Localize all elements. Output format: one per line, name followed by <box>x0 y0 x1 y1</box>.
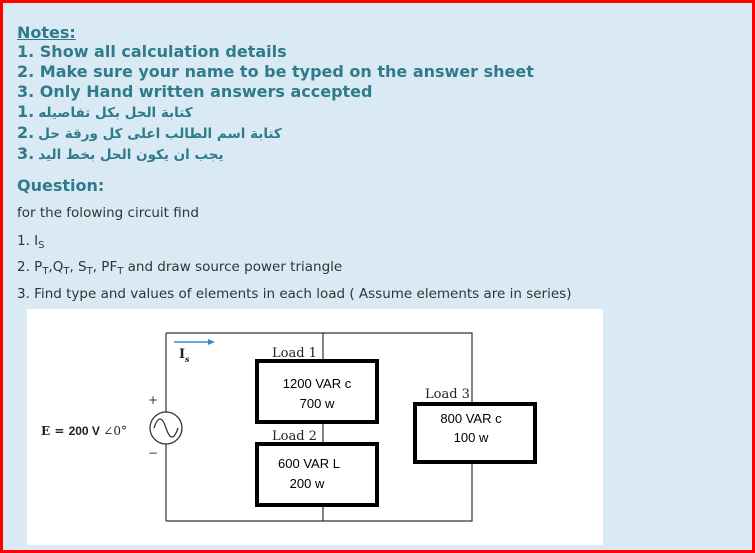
question-item-3: 3. Find type and values of elements in each load ( Assume elements are in series) <box>17 286 572 302</box>
source-angle: ∠0° <box>103 424 127 438</box>
load-3-line-2: 100 w <box>453 430 489 445</box>
load-2-line-1: 600 VAR L <box>278 456 340 471</box>
arabic-note-number: 1. <box>17 102 35 121</box>
current-subscript: s <box>185 354 190 364</box>
load-3-label: Load 3 <box>425 387 470 402</box>
arabic-note-text: كتابة الحل بكل تفاصيله <box>38 105 193 121</box>
load-1-box <box>257 361 377 422</box>
question-title: Question: <box>17 176 105 195</box>
item-2-pf: , PF <box>92 259 118 275</box>
content-area <box>17 23 744 196</box>
load-1-line-2: 700 w <box>299 396 335 411</box>
question-intro: for the folowing circuit find <box>17 205 199 221</box>
item-2-sub: T <box>117 266 124 277</box>
current-arrow <box>174 339 215 345</box>
arabic-note-text: يجب ان يكون الحل بخط اليد <box>38 147 224 163</box>
source-minus-sign: − <box>148 446 159 460</box>
item-2-sub: T <box>86 266 93 277</box>
note-1: 1. Show all calculation details <box>17 42 287 61</box>
source-value: 200 V <box>68 424 104 438</box>
circuit-diagram <box>27 309 603 545</box>
question-item-2 <box>17 259 342 275</box>
item-2-q: ,Q <box>48 259 64 275</box>
item-1-subscript: S <box>38 240 45 251</box>
load-3-line-1: 800 VAR c <box>440 411 502 426</box>
item-1-text: 1. I <box>17 233 39 249</box>
note-2: 2. Make sure your name to be typed on the answer sheet <box>17 62 534 81</box>
source-plus-sign: + <box>148 393 159 407</box>
load-1-line-1: 1200 VAR c <box>282 376 352 391</box>
arabic-note-3 <box>17 144 744 165</box>
circuit-panel <box>27 309 603 545</box>
item-2-sub: T <box>42 266 49 277</box>
item-2-rest: and draw source power triangle <box>123 259 343 275</box>
arabic-note-1 <box>17 102 744 123</box>
question-item-1 <box>17 233 45 249</box>
item-2-p: 2. P <box>17 259 43 275</box>
arabic-note-number: 2. <box>17 123 35 142</box>
source-label <box>41 424 127 438</box>
arabic-note-text: كتابة اسم الطالب اعلى كل ورقة حل <box>38 126 282 142</box>
current-label: I <box>179 347 186 362</box>
arabic-note-number: 3. <box>17 144 35 163</box>
arabic-note-2 <box>17 123 744 144</box>
load-2-label: Load 2 <box>272 429 317 444</box>
load-1-label: Load 1 <box>272 346 317 361</box>
note-3: 3. Only Hand written answers accepted <box>17 82 373 101</box>
notes-title: Notes: <box>17 23 76 42</box>
ac-source-icon <box>150 412 182 444</box>
source-symbol: E = <box>41 424 69 438</box>
load-2-line-2: 200 w <box>289 476 325 491</box>
load-2-box <box>257 444 377 505</box>
item-2-s: , S <box>69 259 87 275</box>
item-2-sub: T <box>63 266 70 277</box>
